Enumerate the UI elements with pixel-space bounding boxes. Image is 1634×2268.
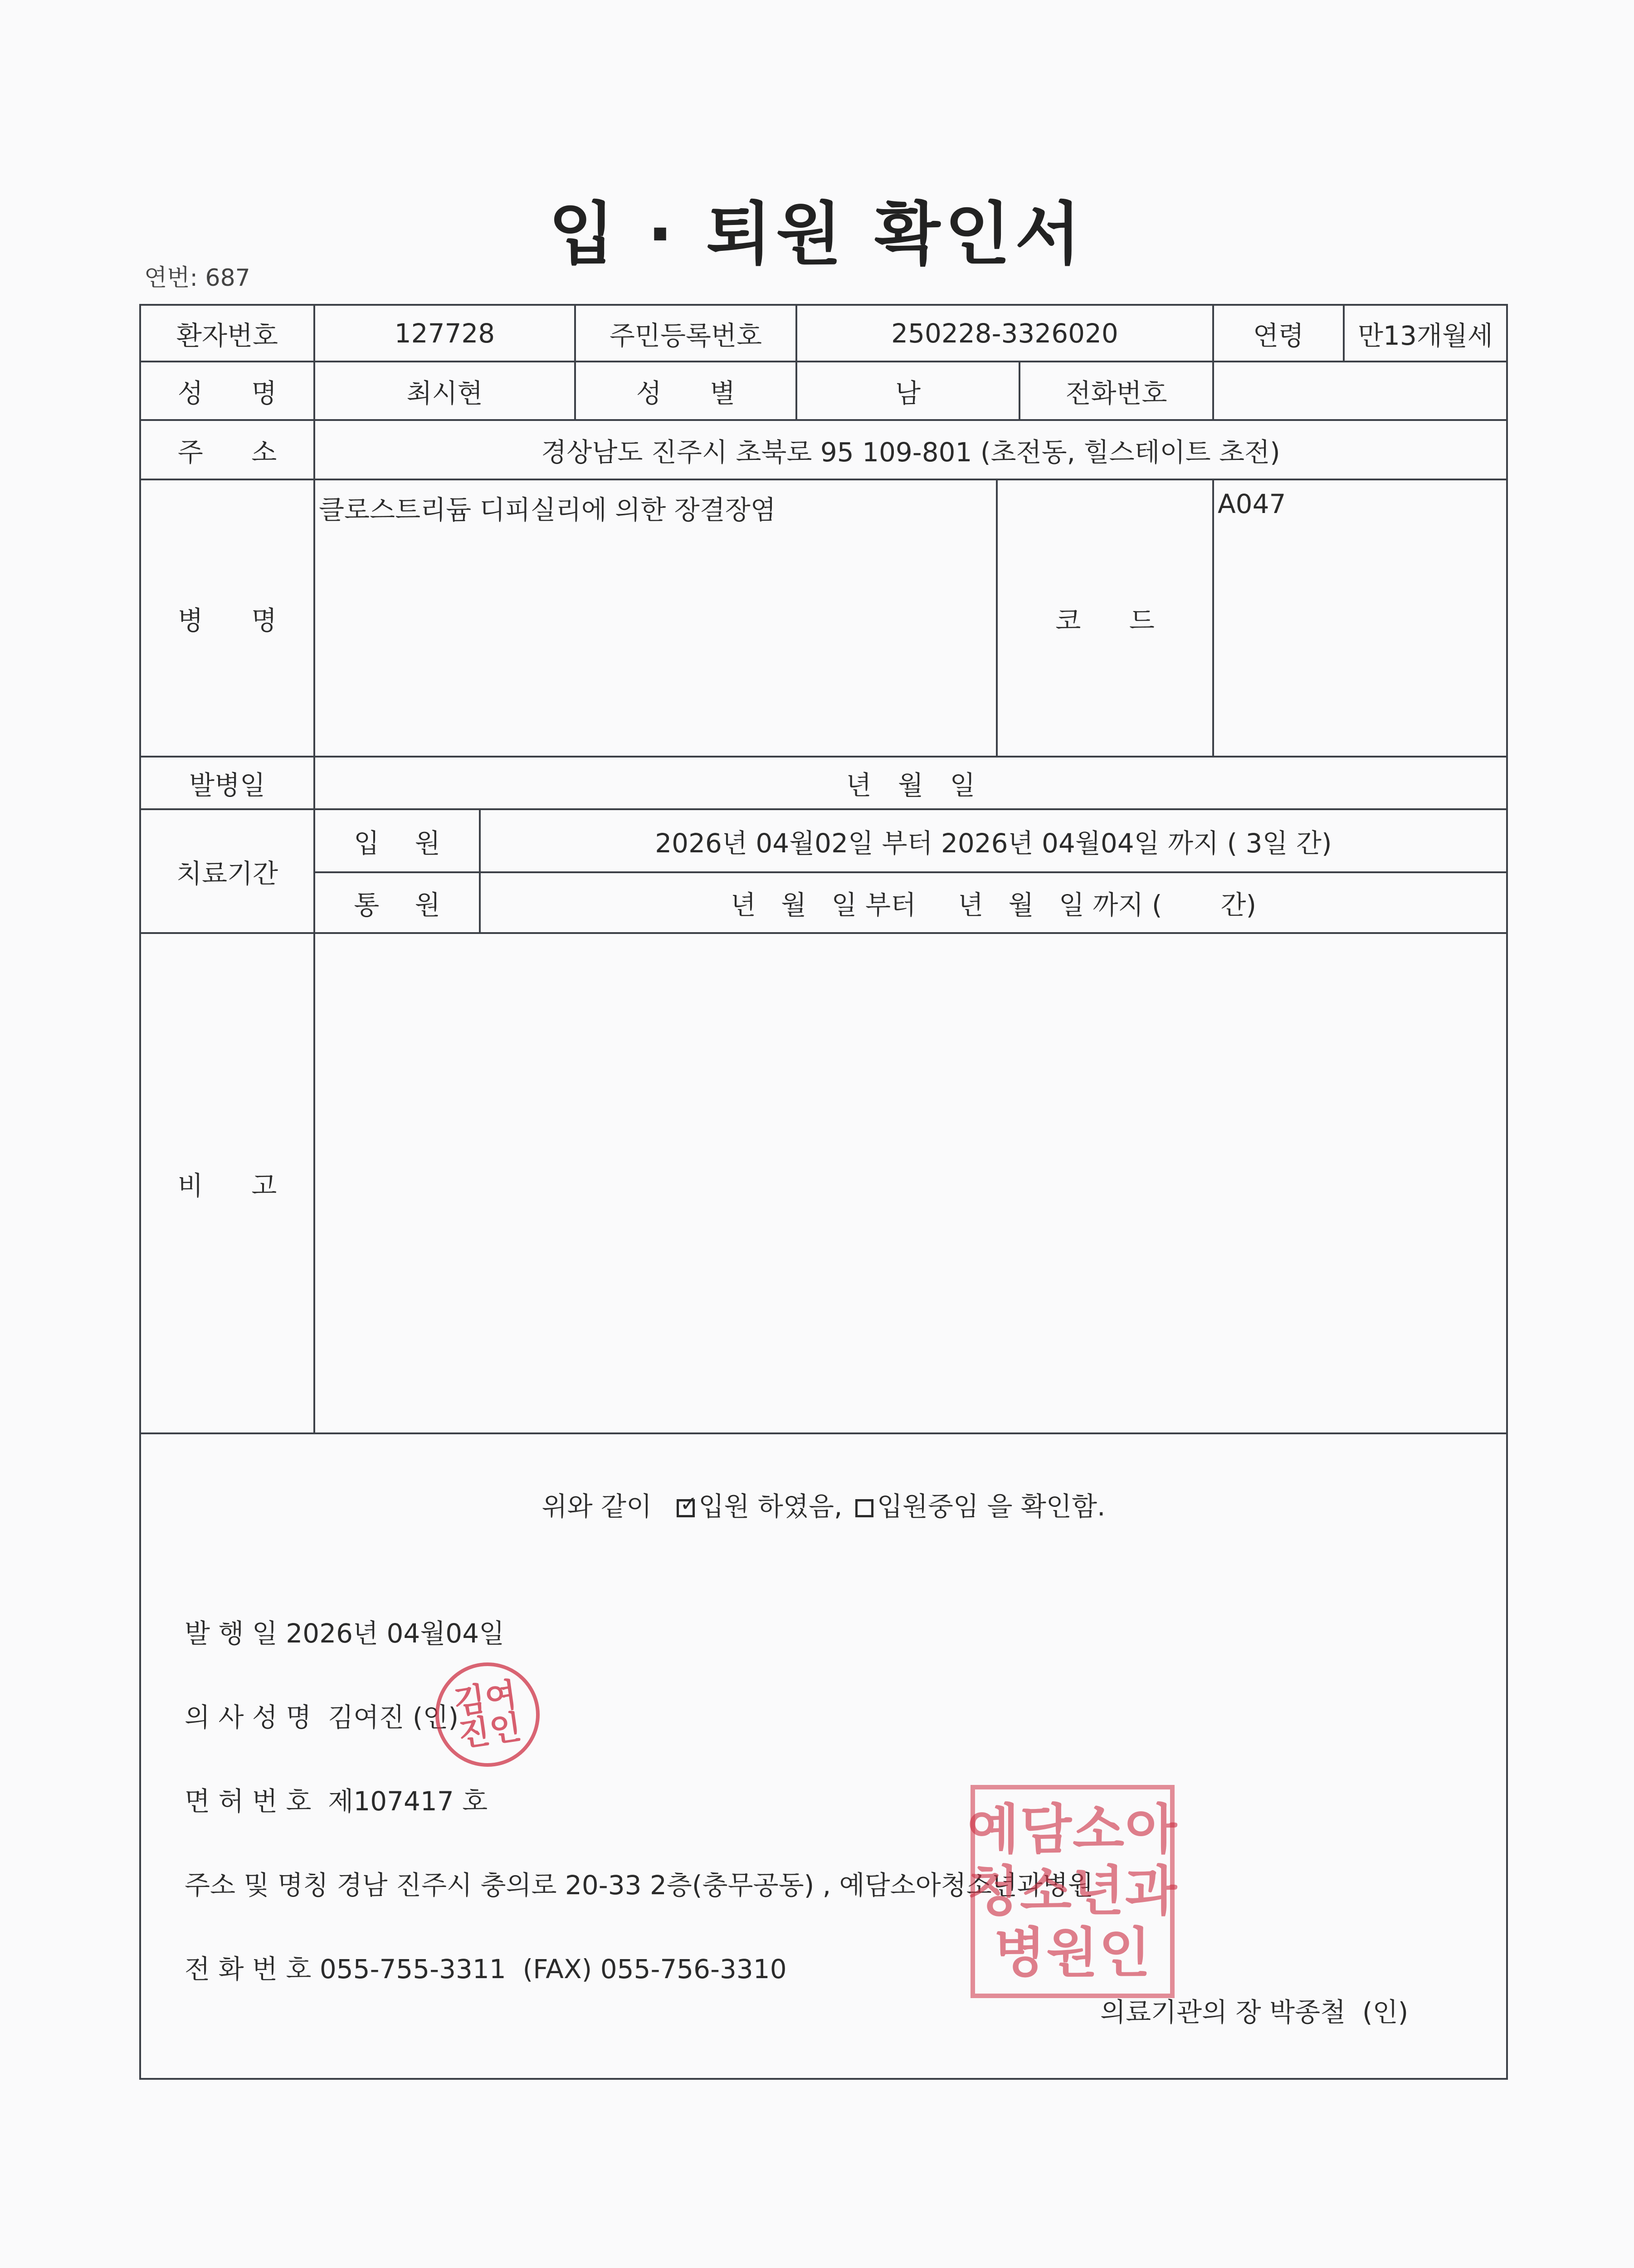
label-inpatient: 입 원 <box>354 827 454 859</box>
value-inpatient-period: 2026년 04월02일 부터 2026년 04월04일 까지 ( 3일 간) <box>655 827 1332 859</box>
value-gender: 남 <box>895 377 921 409</box>
serial-number: 연번: 687 <box>144 264 250 292</box>
label-disease: 병 명 <box>177 605 297 636</box>
license-number: 면 허 번 호 제107417 호 <box>185 1786 488 1817</box>
checkbox-in-hospital[interactable] <box>855 1499 873 1517</box>
doctor-name: 의 사 성 명 김여진 (인) <box>185 1702 459 1733</box>
confirm-prefix: 위와 같이 <box>541 1491 652 1522</box>
label-name: 성 명 <box>177 377 297 409</box>
value-disease: 클로스트리듐 디피실리에 의한 장결장염 <box>319 494 776 525</box>
value-patient-number: 127728 <box>394 318 495 349</box>
value-resident-number: 250228-3326020 <box>891 318 1118 349</box>
label-code: 코 드 <box>1055 605 1175 636</box>
value-phone <box>1214 362 1506 419</box>
hospital-address: 주소 및 명칭 경남 진주시 충의로 20-33 2층(충무공동) , 예담소아청소년과병원 <box>185 1870 1093 1901</box>
value-code: A047 <box>1218 489 1286 519</box>
hospital-phone: 전 화 번 호 055-755-3311 (FAX) 055-756-3310 <box>185 1954 787 1984</box>
confirm-option-admitted: 입원 하였음, <box>698 1491 843 1522</box>
label-age: 연령 <box>1253 320 1304 351</box>
value-remarks <box>315 934 1506 1432</box>
confirmation-form <box>139 304 1508 2080</box>
value-onset: 년 월 일 <box>846 770 976 801</box>
label-remarks: 비 고 <box>177 1170 297 1201</box>
value-outpatient-period: 년 월 일 부터 년 월 일 까지 ( 간) <box>730 890 1257 920</box>
confirmation-statement <box>141 1485 1506 1523</box>
label-phone: 전화번호 <box>1065 377 1167 409</box>
label-gender: 성 별 <box>636 377 756 409</box>
value-address: 경상남도 진주시 초북로 95 109-801 (초전동, 힐스테이트 초전) <box>541 436 1280 468</box>
issue-date: 발 행 일 2026년 04월04일 <box>185 1618 505 1649</box>
value-name: 최시현 <box>406 377 483 409</box>
label-treatment-period: 치료기간 <box>176 858 278 889</box>
check-mark-icon: ✓ <box>680 1491 697 1516</box>
document-title: 입 · 퇴원 확인서 <box>548 195 1086 274</box>
checkbox-admitted[interactable] <box>677 1491 697 1517</box>
confirm-option-in-hospital: 입원중임 <box>877 1491 979 1522</box>
label-outpatient: 통 원 <box>354 890 454 920</box>
label-patient-number: 환자번호 <box>176 320 278 351</box>
hospital-head: 의료기관의 장 박종철 (인) <box>1100 1997 1409 2028</box>
confirm-suffix: 을 확인함. <box>987 1491 1106 1522</box>
label-address: 주 소 <box>177 436 297 468</box>
label-onset: 발병일 <box>189 770 266 801</box>
label-resident-number: 주민등록번호 <box>609 320 762 351</box>
value-age: 만13개월세 <box>1358 320 1493 351</box>
hospital-seal-stamp: 예담소아 청소년과 병원인 <box>971 1785 1175 1998</box>
doctor-seal-stamp: 김여 진인 <box>429 1656 546 1774</box>
